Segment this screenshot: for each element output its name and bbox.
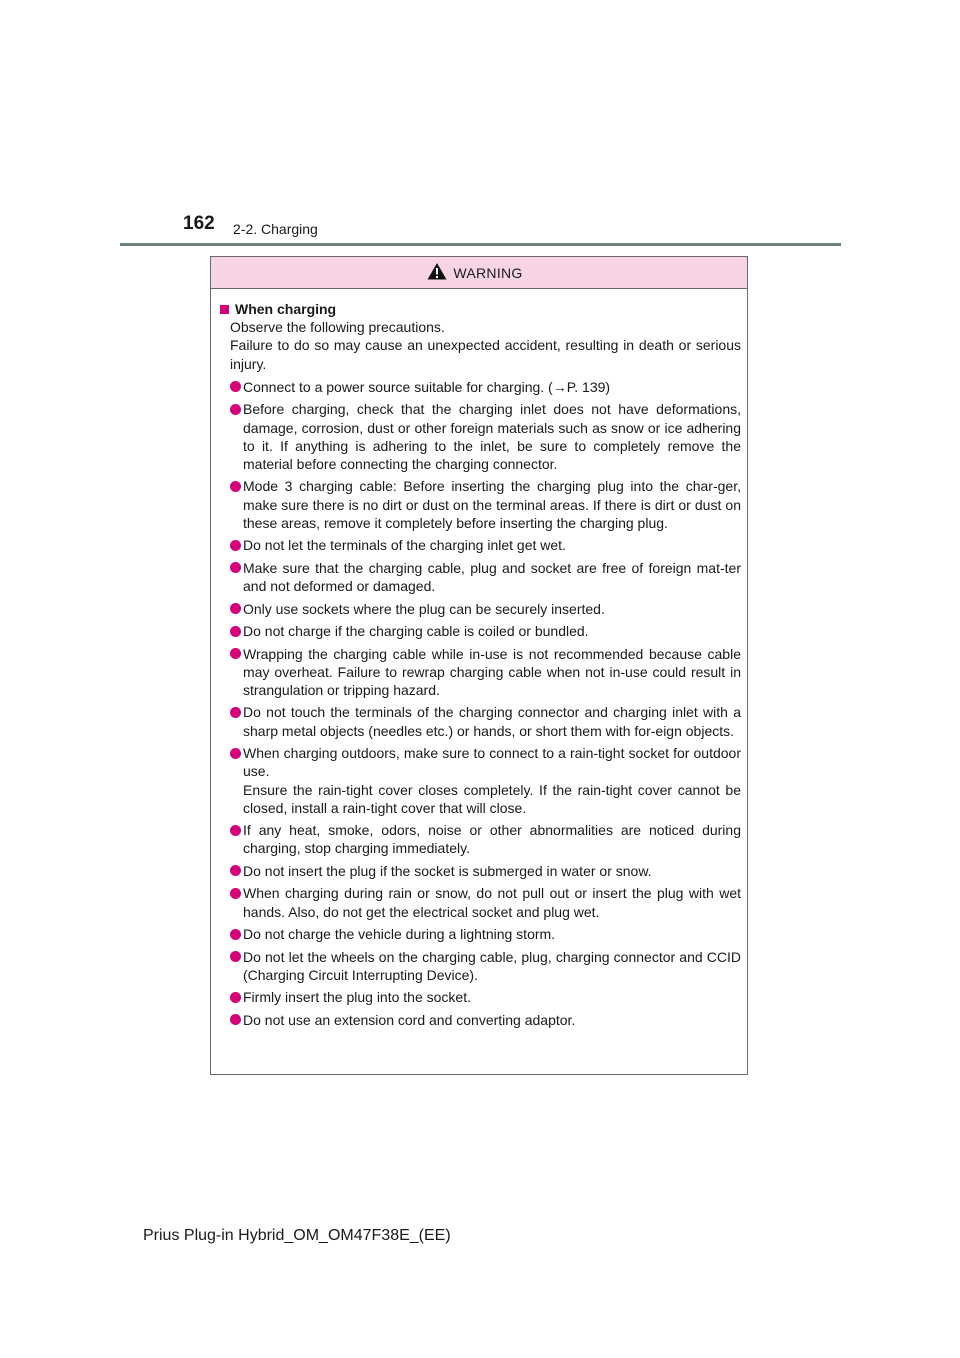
precaution-text: Do not insert the plug if the socket is submerged in water or snow.: [243, 862, 652, 879]
precaution-text: Connect to a power source suitable for charging. (→P. 139): [243, 378, 611, 395]
precaution-text: Make sure that the charging cable, plug and socket are free of foreign mat-ter and not deformed or damaged.: [243, 559, 741, 595]
precaution-item: [220, 821, 741, 857]
precaution-item: [220, 744, 741, 817]
precaution-item: [220, 645, 741, 700]
round-bullet-icon: [230, 951, 241, 962]
precaution-item: [220, 988, 741, 1006]
warning-subheading: [220, 300, 741, 318]
precaution-text: When charging outdoors, make sure to connect to a rain-tight socket for outdoor use. Ensure the rain-tight cover closes completely. If the rain-tight cover cannot be closed, install a rain-tight cover that will close.: [243, 745, 741, 816]
precaution-text: Only use sockets where the plug can be securely inserted.: [243, 600, 605, 617]
precaution-text: Firmly insert the plug into the socket.: [243, 989, 471, 1006]
round-bullet-icon: [230, 603, 241, 614]
precaution-item: [220, 884, 741, 920]
precaution-item: [220, 925, 741, 943]
round-bullet-icon: [230, 888, 241, 899]
warning-header: [211, 257, 747, 289]
round-bullet-icon: [230, 540, 241, 551]
round-bullet-icon: [230, 707, 241, 718]
round-bullet-icon: [230, 381, 241, 392]
round-bullet-icon: [230, 481, 241, 492]
precaution-item: [220, 600, 741, 618]
precaution-list: [220, 378, 741, 1029]
precaution-text: When charging during rain or snow, do not pull out or insert the plug with wet hands. Also, do not get the electrical socket and plug wet.: [243, 885, 741, 920]
header-divider: [120, 243, 841, 246]
precaution-item: [220, 400, 741, 473]
round-bullet-icon: [230, 648, 241, 659]
page-number: 162: [183, 213, 215, 234]
round-bullet-icon: [230, 404, 241, 415]
precaution-item: [220, 559, 741, 595]
warning-intro: Observe the following precautions. Failure to do so may cause an unexpected accident, resulting in death or serious injury.: [230, 319, 741, 372]
round-bullet-icon: [230, 748, 241, 759]
precaution-item: [220, 703, 741, 739]
precaution-item: [220, 378, 741, 396]
round-bullet-icon: [230, 562, 241, 573]
precaution-text: Do not touch the terminals of the charging connector and charging inlet with a sharp metal objects (needles etc.) or hands, or short them with for-eign objects.: [243, 704, 741, 739]
round-bullet-icon: [230, 1014, 241, 1025]
precaution-item: [220, 862, 741, 880]
precaution-text: Do not use an extension cord and converting adaptor.: [243, 1011, 576, 1028]
precaution-text: Do not let the wheels on the charging cable, plug, charging connector and CCID (Charging Circuit Interrupting Device).: [243, 948, 741, 983]
precaution-item: [220, 536, 741, 554]
warning-body: [211, 289, 747, 1029]
round-bullet-icon: [230, 626, 241, 637]
precaution-text: If any heat, smoke, odors, noise or other abnormalities are noticed during charging, stop charging immediately.: [243, 822, 741, 857]
round-bullet-icon: [230, 865, 241, 876]
round-bullet-icon: [230, 929, 241, 940]
subheading-text: When charging: [235, 301, 337, 317]
warning-title: WARNING: [453, 264, 523, 281]
section-title: 2-2. Charging: [233, 221, 318, 237]
precaution-item: [220, 948, 741, 984]
square-bullet-icon: [220, 305, 229, 314]
precaution-text: Do not charge the vehicle during a lightning storm.: [243, 926, 556, 943]
precaution-text: Do not charge if the charging cable is coiled or bundled.: [243, 623, 589, 640]
precaution-item: [220, 622, 741, 640]
document-footer: Prius Plug-in Hybrid_OM_OM47F38E_(EE): [143, 1227, 451, 1244]
precaution-text: Mode 3 charging cable: Before inserting the charging plug into the char-ger, make sure there is no dirt or dust on the terminal areas. If there is dirt or dust on these areas, remove it completely before inserting the charging plug.: [243, 478, 741, 531]
precaution-item: [220, 477, 741, 532]
warning-box: [210, 256, 748, 1075]
round-bullet-icon: [230, 992, 241, 1003]
precaution-text: Before charging, check that the charging inlet does not have deformations, damage, corrosion, dust or other foreign materials such as snow or ice adhering to it. If anything is adhering to the inlet, be sure to completely remove the material before connecting the charging connector.: [243, 401, 741, 472]
round-bullet-icon: [230, 825, 241, 836]
precaution-text: Wrapping the charging cable while in-use is not recommended because cable may overheat. Failure to rewrap charging cable when not in-use could result in strangulation or tripping hazard.: [243, 645, 741, 698]
precaution-item: [220, 1011, 741, 1029]
precaution-text: Do not let the terminals of the charging inlet get wet.: [243, 537, 566, 554]
warning-triangle-icon: [427, 262, 447, 280]
